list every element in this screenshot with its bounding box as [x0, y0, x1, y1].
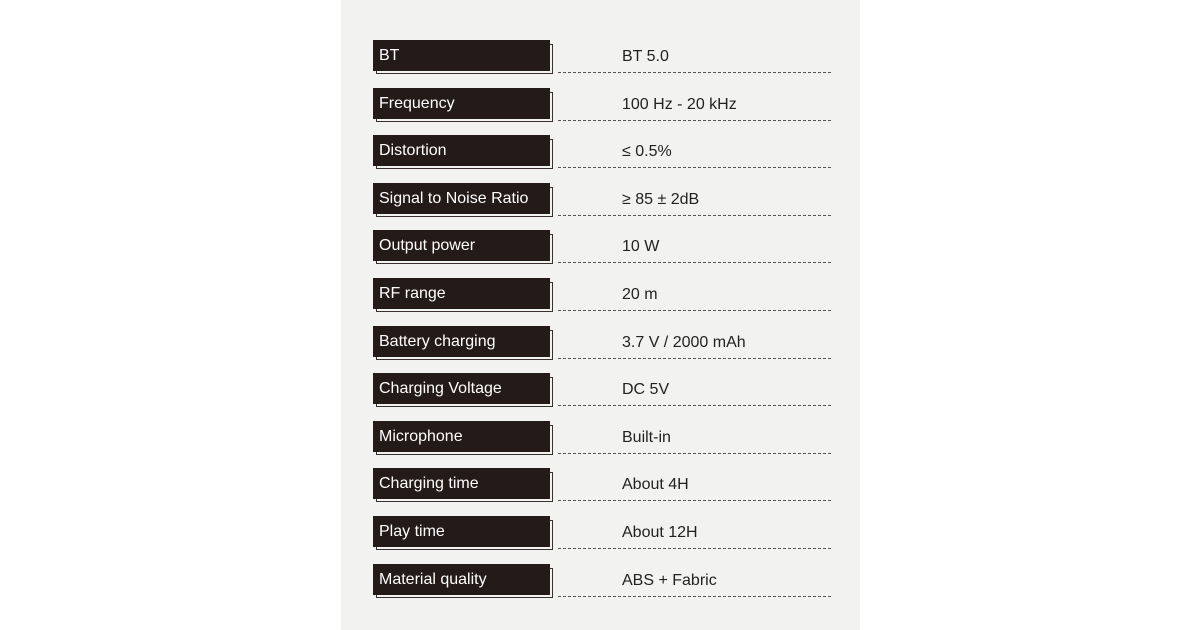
spec-value: About 12H	[622, 523, 698, 541]
dashed-divider	[558, 215, 831, 216]
spec-label-box	[373, 40, 550, 71]
spec-label-box	[373, 516, 550, 547]
dashed-divider	[558, 500, 831, 501]
spec-value: Built-in	[622, 428, 671, 446]
spec-row-charging-voltage	[373, 373, 833, 421]
spec-row-bt	[373, 40, 833, 88]
spec-label-box	[373, 278, 550, 309]
spec-label: Signal to Noise Ratio	[373, 183, 550, 214]
spec-value: 3.7 V / 2000 mAh	[622, 333, 746, 351]
spec-row-output-power	[373, 230, 833, 278]
spec-label-box	[373, 326, 550, 357]
spec-panel	[341, 0, 860, 630]
spec-label: Output power	[373, 230, 550, 261]
spec-label: Microphone	[373, 421, 550, 452]
spec-label-box	[373, 135, 550, 166]
dashed-divider	[558, 310, 831, 311]
spec-label-box	[373, 564, 550, 595]
spec-label: Charging time	[373, 468, 550, 499]
spec-value: 10 W	[622, 238, 660, 256]
spec-label-box	[373, 183, 550, 214]
dashed-divider	[558, 548, 831, 549]
spec-label: Play time	[373, 516, 550, 547]
dashed-divider	[558, 453, 831, 454]
dashed-divider	[558, 405, 831, 406]
spec-label-box	[373, 468, 550, 499]
spec-row-material-quality	[373, 564, 833, 612]
spec-value: 100 Hz - 20 kHz	[622, 95, 737, 113]
dashed-divider	[558, 262, 831, 263]
spec-value: About 4H	[622, 476, 689, 494]
spec-row-charging-time	[373, 468, 833, 516]
spec-row-rf-range	[373, 278, 833, 326]
spec-label-box	[373, 421, 550, 452]
spec-row-battery-charging	[373, 326, 833, 374]
spec-label-box	[373, 373, 550, 404]
spec-value: BT 5.0	[622, 48, 669, 65]
spec-value: ≤ 0.5%	[622, 143, 672, 161]
spec-label: RF range	[373, 278, 550, 309]
spec-list	[373, 40, 833, 611]
spec-label: Frequency	[373, 88, 550, 119]
spec-label-box	[373, 230, 550, 261]
dashed-divider	[558, 358, 831, 359]
spec-value: ≥ 85 ± 2dB	[622, 190, 700, 208]
spec-label: Battery charging	[373, 326, 550, 357]
spec-label: Material quality	[373, 564, 550, 595]
spec-row-play-time	[373, 516, 833, 564]
dashed-divider	[558, 72, 831, 73]
dashed-divider	[558, 120, 831, 121]
spec-label-box	[373, 88, 550, 119]
spec-label: Charging Voltage	[373, 373, 550, 404]
dashed-divider	[558, 596, 831, 597]
spec-label: Distortion	[373, 135, 550, 166]
spec-row-frequency	[373, 88, 833, 136]
dashed-divider	[558, 167, 831, 168]
spec-value: ABS + Fabric	[622, 571, 717, 589]
spec-row-microphone	[373, 421, 833, 469]
spec-value: 20 m	[622, 285, 658, 303]
spec-row-distortion	[373, 135, 833, 183]
spec-value: DC 5V	[622, 381, 670, 399]
spec-row-snr	[373, 183, 833, 231]
spec-label: BT	[373, 40, 550, 71]
